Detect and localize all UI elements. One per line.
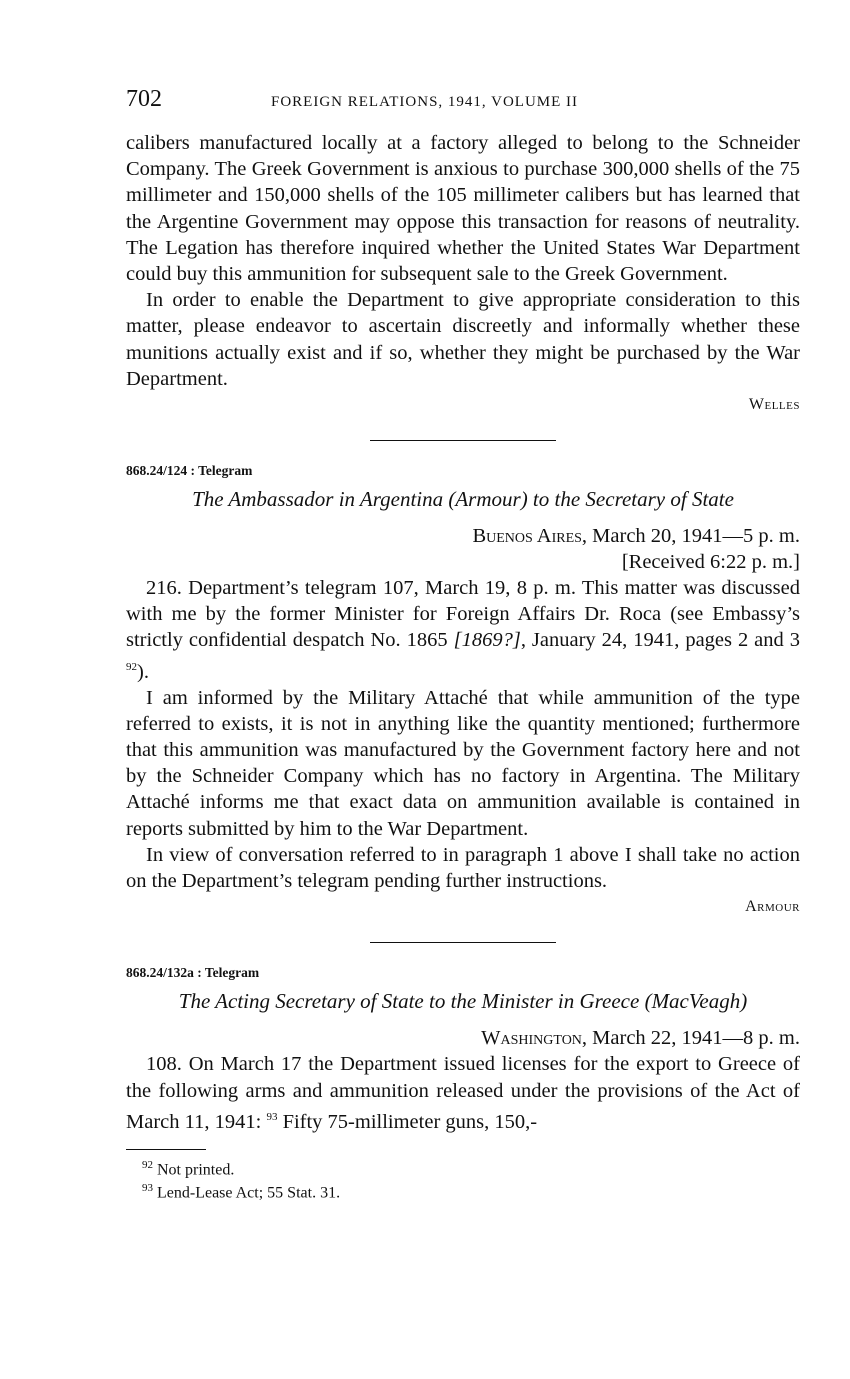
footnote-mark: 93 — [142, 1182, 153, 1195]
section-divider — [370, 440, 556, 441]
document-title: The Ambassador in Argentina (Armour) to the Secretary of State — [192, 487, 734, 512]
footnote-mark: 92 — [142, 1158, 153, 1171]
signature: Armour — [745, 898, 800, 916]
document-3 — [126, 965, 800, 1134]
paragraph-text: ). — [137, 660, 149, 683]
paragraph-italic: [1869?] — [453, 629, 521, 652]
paragraph-text: 108. On March 17 the Department issued licenses for the export to Greece of the following arms and ammunition released under the provisions of the Act of March 11, 1941: — [126, 1053, 800, 1133]
footnote — [142, 1179, 800, 1202]
footnote-text: Not printed. — [157, 1161, 235, 1179]
document-2 — [126, 463, 800, 916]
paragraph: calibers manufactured locally at a factory alleged to belong to the Schneider Company. The Greek Government is anxious to purchase 300,000 shells of the 75 millimeter and 150,000 shells of the 105 millimeter calibers but has learned that the Argentine Government may oppose this transaction for reasons of neutrality. The Legation has therefore inquired whether the United States War Department could buy this ammunition for subsequent sale to the Greek Government. — [126, 132, 800, 286]
paragraph-text: 216. Department’s telegram 107, March 19, 8 p. m. This matter was discussed with me by the former Minister for Foreign Affairs Dr. Roca (see Embassy’s strictly confidential despatch No. 1865 — [126, 577, 800, 652]
paragraph-text: Fifty 75-millimeter guns, 150,- — [277, 1110, 538, 1133]
footnote-ref: 93 — [266, 1110, 278, 1123]
document-title: The Acting Secretary of State to the Minister in Greece (MacVeagh) — [178, 989, 748, 1014]
page-header — [126, 86, 800, 118]
paragraph — [126, 1051, 800, 1134]
dateline-date: , March 22, 1941—8 p. m. — [581, 1027, 800, 1050]
file-number: 868.24/124 : Telegram — [126, 463, 253, 479]
file-number: 868.24/132a : Telegram — [126, 965, 260, 981]
dateline-date: , March 20, 1941—5 p. m. — [581, 525, 800, 548]
received-line: [Received 6:22 p. m.] — [621, 551, 800, 574]
dateline-place: Buenos Aires — [472, 525, 582, 548]
document-1-continuation — [126, 130, 800, 414]
paragraph-text: , January 24, 1941, pages 2 and 3 — [520, 629, 800, 652]
footnote — [142, 1156, 800, 1179]
dateline — [126, 1025, 800, 1051]
signature: Welles — [748, 396, 800, 414]
footnote-ref: 92 — [126, 660, 137, 673]
footnote-text: Lend-Lease Act; 55 Stat. 31. — [157, 1184, 341, 1202]
dateline-place: Washington — [481, 1027, 582, 1050]
footnote-rule — [126, 1149, 206, 1150]
paragraph: I am informed by the Military Attaché that while ammunition of the type referred to exists, it is not in anything like the quantity mentioned; furthermore that this ammunition was manufactured by the Government factory here and not by the Schneider Company which has no factory in Argentina. The Military Attaché informs me that exact data on ammunition available is contained in reports submitted by him to the War Department. — [126, 686, 800, 840]
dateline — [126, 523, 800, 549]
page-number: 702 — [126, 86, 162, 112]
paragraph — [126, 575, 800, 685]
paragraph: In order to enable the Department to give appropriate consideration to this matter, please endeavor to ascertain discreetly and informally whether these munitions actually exist and if so, whether they might be purchased by the War Department. — [126, 289, 800, 390]
running-title: FOREIGN RELATIONS, 1941, VOLUME II — [271, 94, 579, 110]
section-divider — [370, 942, 556, 943]
paragraph: In view of conversation referred to in paragraph 1 above I shall take no action on the Department’s telegram pending further instructions. — [126, 843, 800, 893]
footnotes — [126, 1149, 800, 1203]
page-body — [126, 86, 800, 1202]
